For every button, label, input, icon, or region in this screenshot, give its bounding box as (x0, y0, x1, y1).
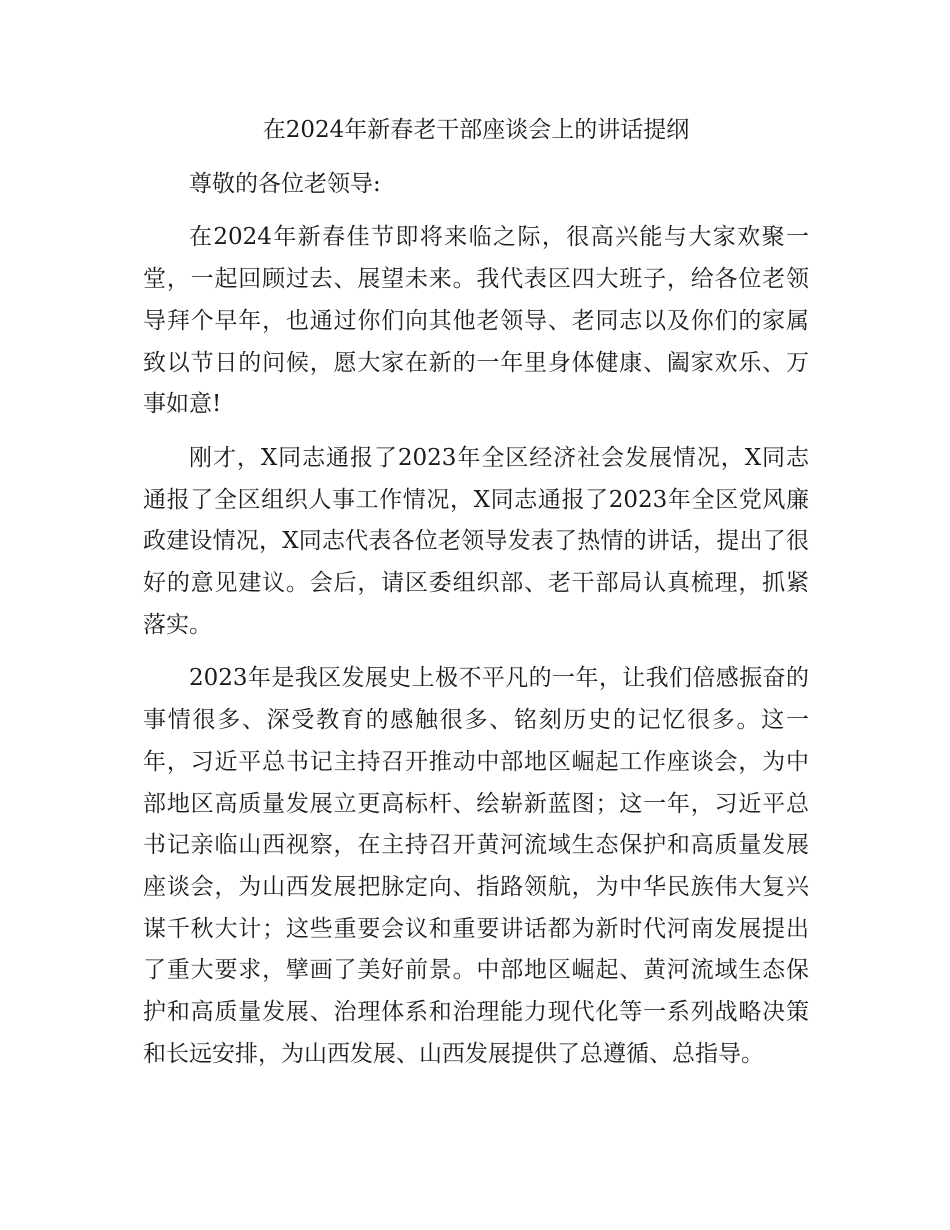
document-page (143, 110, 809, 1087)
salutation: 尊敬的各位老领导: (189, 170, 381, 197)
paragraph-1: 在2024年新春佳节即将来临之际，很高兴能与大家欢聚一堂，一起回顾过去、展望未来。我代表区四大班子，给各位老领导拜个早年，也通过你们向其他老领导、老同志以及你们的家属致以节日的问候，愿大家在新的一年里身体健康、阖家欢乐、万事如意! (143, 224, 809, 418)
paragraph-2: 刚才，X同志通报了2023年全区经济社会发展情况，X同志通报了全区组织人事工作情况，X同志通报了2023年全区党风廉政建设情况，X同志代表各位老领导发表了热情的讲话，提出了很好的意见建议。会后，请区委组织部、老干部局认真梳理，抓紧落实。 (143, 444, 809, 638)
paragraph-3: 2023年是我区发展史上极不平凡的一年，让我们倍感振奋的事情很多、深受教育的感触很多、铭刻历史的记忆很多。这一年，习近平总书记主持召开推动中部地区崛起工作座谈会，为中部地区高质量发展立更高标杆、绘崭新蓝图；这一年，习近平总书记亲临山西视察，在主持召开黄河流域生态保护和高质量发展座谈会，为山西发展把脉定向、指路领航，为中华民族伟大复兴谋千秋大计；这些重要会议和重要讲话都为新时代河南发展提出了重大要求，擘画了美好前景。中部地区崛起、黄河流域生态保护和高质量发展、治理体系和治理能力现代化等一系列战略决策和长远安排，为山西发展、山西发展提供了总遵循、总指导。 (143, 665, 809, 1067)
document-title: 在2024年新春老干部座谈会上的讲话提纲 (262, 117, 690, 143)
